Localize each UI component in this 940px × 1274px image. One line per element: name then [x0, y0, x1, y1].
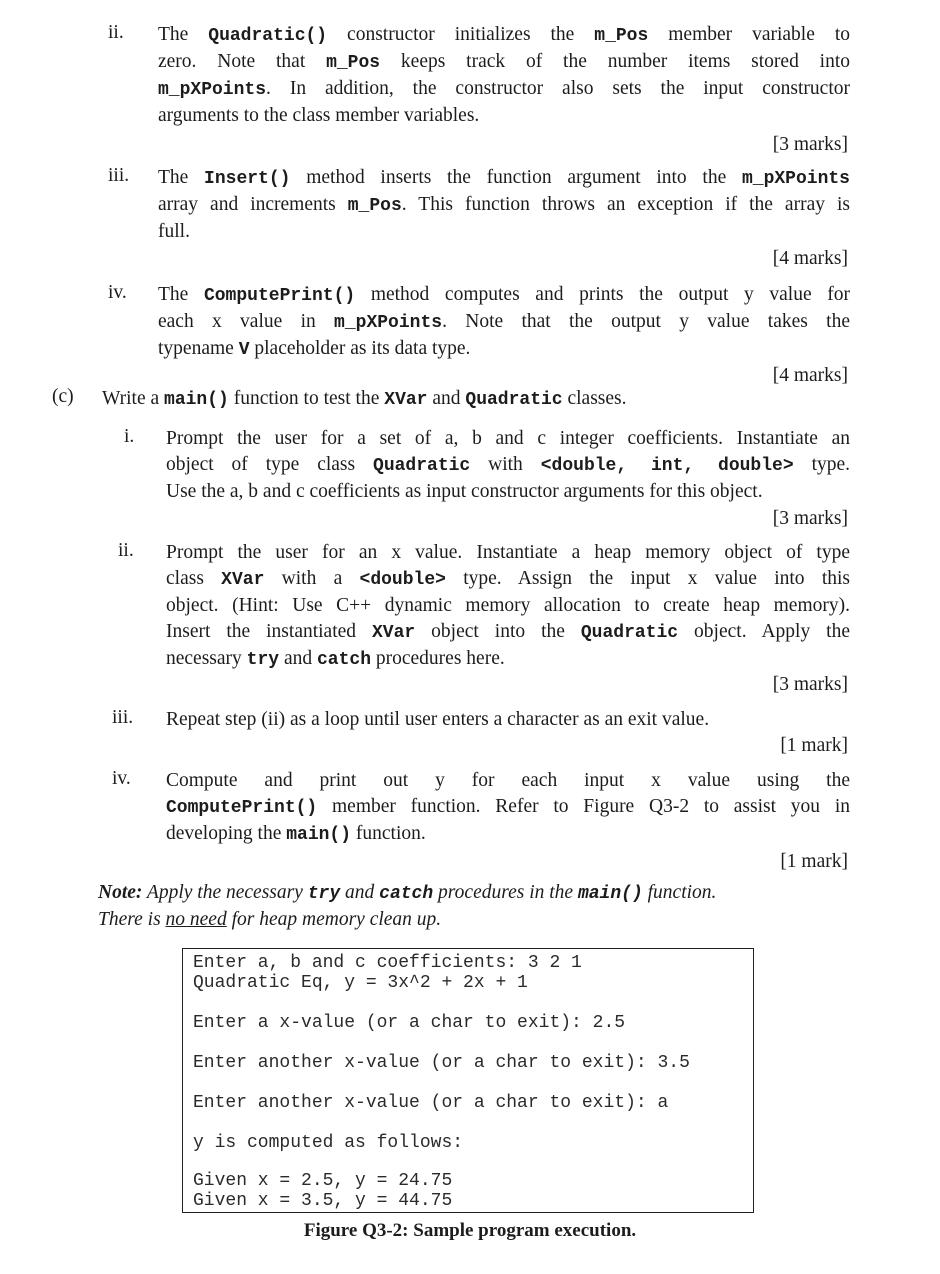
text-line [166, 707, 850, 733]
text-segment: . This function throws an exception if the array is [401, 194, 850, 215]
sub-item-text [166, 707, 850, 733]
text-line [166, 794, 850, 821]
output-line: y is computed as follows: [193, 1133, 464, 1153]
text-segment: . In addition, the constructor also sets the input constructor [266, 78, 850, 99]
text-segment: keeps track of the number items stored into [380, 51, 850, 72]
code-term: m_Pos [347, 196, 402, 216]
text-segment: object into the [415, 621, 581, 642]
code-term: ComputePrint() [166, 798, 318, 818]
code-term: XVar [384, 390, 428, 410]
text-line [166, 593, 850, 619]
item-number: iii. [108, 165, 130, 186]
text-line [166, 426, 850, 452]
text-segment: and [427, 388, 466, 409]
sub-item-number: iii. [112, 707, 134, 728]
code-term: m_pXPoints [741, 169, 850, 189]
text-line [166, 566, 850, 593]
code-term: try [246, 650, 280, 670]
text-segment: placeholder as its data type. [249, 338, 471, 359]
note [98, 880, 858, 933]
text-segment: . Note that the output y value takes the [442, 311, 850, 332]
sub-item-number: i. [124, 426, 135, 447]
note-underline: no need [165, 909, 227, 930]
program-output-box [182, 948, 754, 1213]
note-label: Note: [98, 882, 143, 903]
code-term: Quadratic [465, 390, 563, 410]
text-segment: procedures in the [433, 882, 578, 903]
text-segment: object of type class [166, 454, 374, 475]
text-line [158, 22, 850, 49]
marks: [4 marks] [772, 248, 848, 269]
sub-item-text [166, 540, 850, 673]
code-term: main() [164, 390, 229, 410]
text-segment: Insert the instantiated [166, 621, 372, 642]
text-line [158, 336, 850, 363]
text-line [166, 821, 850, 848]
text-line [158, 219, 850, 245]
text-segment: function. [351, 823, 426, 844]
marks: [1 mark] [780, 851, 848, 872]
item-text [158, 22, 850, 129]
sub-item-number: ii. [118, 540, 134, 561]
text-segment: method inserts the function argument into the [290, 167, 742, 188]
text-segment: member variable to [648, 24, 851, 45]
text-line [158, 309, 850, 336]
code-term: Quadratic [373, 456, 471, 476]
section-label: (c) [52, 386, 74, 407]
text-line [166, 646, 850, 673]
section-text [102, 386, 627, 413]
text-segment: with [470, 454, 541, 475]
code-term: XVar [221, 570, 265, 590]
note-text: There is [98, 909, 166, 930]
item-text [158, 165, 850, 245]
text-segment: each x value in [158, 311, 335, 332]
text-segment: Repeat step (ii) as a loop until user enters a character as an exit value. [166, 709, 710, 730]
text-segment: The [158, 284, 204, 305]
text-segment: function. [642, 882, 717, 903]
text-segment: object. (Hint: Use C++ dynamic memory allocation to create heap memory). [166, 595, 850, 616]
output-line: Enter another x-value (or a char to exit): 3.5 [193, 1053, 690, 1073]
text-line [166, 540, 850, 566]
text-line [158, 103, 850, 129]
code-term: Quadratic() [208, 26, 328, 46]
text-segment: function to test the [228, 388, 385, 409]
text-segment: arguments to the class member variables. [158, 105, 480, 126]
code-term: Quadratic [580, 623, 679, 643]
sub-item-number: iv. [112, 768, 131, 789]
text-segment: Apply the necessary [142, 882, 308, 903]
output-line: Given x = 3.5, y = 44.75 [193, 1191, 453, 1211]
text-segment: developing the [166, 823, 287, 844]
text-segment: full. [158, 221, 190, 242]
sub-item-text [166, 768, 850, 848]
text-segment: class [166, 568, 222, 589]
text-segment: and [340, 882, 380, 903]
code-term: Insert() [204, 169, 291, 189]
text-segment: type. [793, 454, 851, 475]
marks: [3 marks] [772, 134, 848, 155]
marks: [3 marks] [772, 508, 848, 529]
code-term: <double, int, double> [540, 456, 794, 476]
text-segment: procedures here. [371, 648, 505, 669]
text-segment: member function. Refer to Figure Q3-2 to assist you in [317, 796, 850, 817]
code-term: catch [316, 650, 371, 670]
text-segment: The [158, 167, 205, 188]
code-term: V [238, 340, 250, 360]
text-segment: constructor initializes the [327, 24, 595, 45]
text-segment: object. Apply the [678, 621, 850, 642]
code-term: main() [577, 884, 643, 904]
code-term: m_Pos [326, 53, 381, 73]
code-term: ComputePrint() [203, 286, 356, 306]
output-line: Enter a, b and c coefficients: 3 2 1 [193, 953, 582, 973]
text-segment: array and increments [158, 194, 348, 215]
marks: [3 marks] [772, 674, 848, 695]
text-line [166, 479, 850, 505]
text-line [158, 165, 850, 192]
output-line: Enter another x-value (or a char to exit): a [193, 1093, 669, 1113]
code-term: m_pXPoints [158, 80, 267, 100]
text-segment: The [158, 24, 209, 45]
note-text: for heap memory clean up. [226, 909, 442, 930]
text-line [158, 192, 850, 219]
code-term: catch [379, 884, 434, 904]
text-segment: classes. [562, 388, 627, 409]
item-text [158, 282, 850, 363]
marks: [1 mark] [780, 735, 848, 756]
output-line: Enter a x-value (or a char to exit): 2.5 [193, 1013, 626, 1033]
item-number: iv. [108, 282, 127, 303]
text-segment: Write a [102, 388, 165, 409]
code-term: m_Pos [594, 26, 649, 46]
code-term: XVar [372, 623, 416, 643]
code-term: m_pXPoints [334, 313, 443, 333]
output-line: Given x = 2.5, y = 24.75 [193, 1171, 453, 1191]
output-line: Quadratic Eq, y = 3x^2 + 2x + 1 [193, 973, 528, 993]
text-line [158, 49, 850, 76]
text-segment: zero. Note that [158, 51, 327, 72]
marks: [4 marks] [772, 365, 848, 386]
text-segment: necessary [166, 648, 247, 669]
text-segment: Prompt the user for an x value. Instantiate a heap memory object of type [166, 542, 850, 563]
code-term: try [307, 884, 341, 904]
text-segment: Compute and print out y for each input x value using the [166, 770, 850, 791]
item-number: ii. [108, 22, 124, 43]
text-segment: with a [264, 568, 360, 589]
text-line [158, 76, 850, 103]
text-segment: Use the a, b and c coefficients as input constructor arguments for this object. [166, 481, 763, 502]
code-term: main() [286, 825, 352, 845]
text-line [158, 282, 850, 309]
text-segment: type. Assign the input x value into this [445, 568, 850, 589]
text-segment: typename [158, 338, 239, 359]
figure-caption: Figure Q3-2: Sample program execution. [303, 1220, 637, 1241]
code-term: <double> [359, 570, 446, 590]
text-line [166, 452, 850, 479]
text-segment: and [279, 648, 317, 669]
text-line [166, 768, 850, 794]
text-segment: method computes and prints the output y value for [355, 284, 850, 305]
sub-item-text [166, 426, 850, 505]
text-line [166, 619, 850, 646]
text-segment: Prompt the user for a set of a, b and c integer coefficients. Instantiate an [166, 428, 850, 449]
